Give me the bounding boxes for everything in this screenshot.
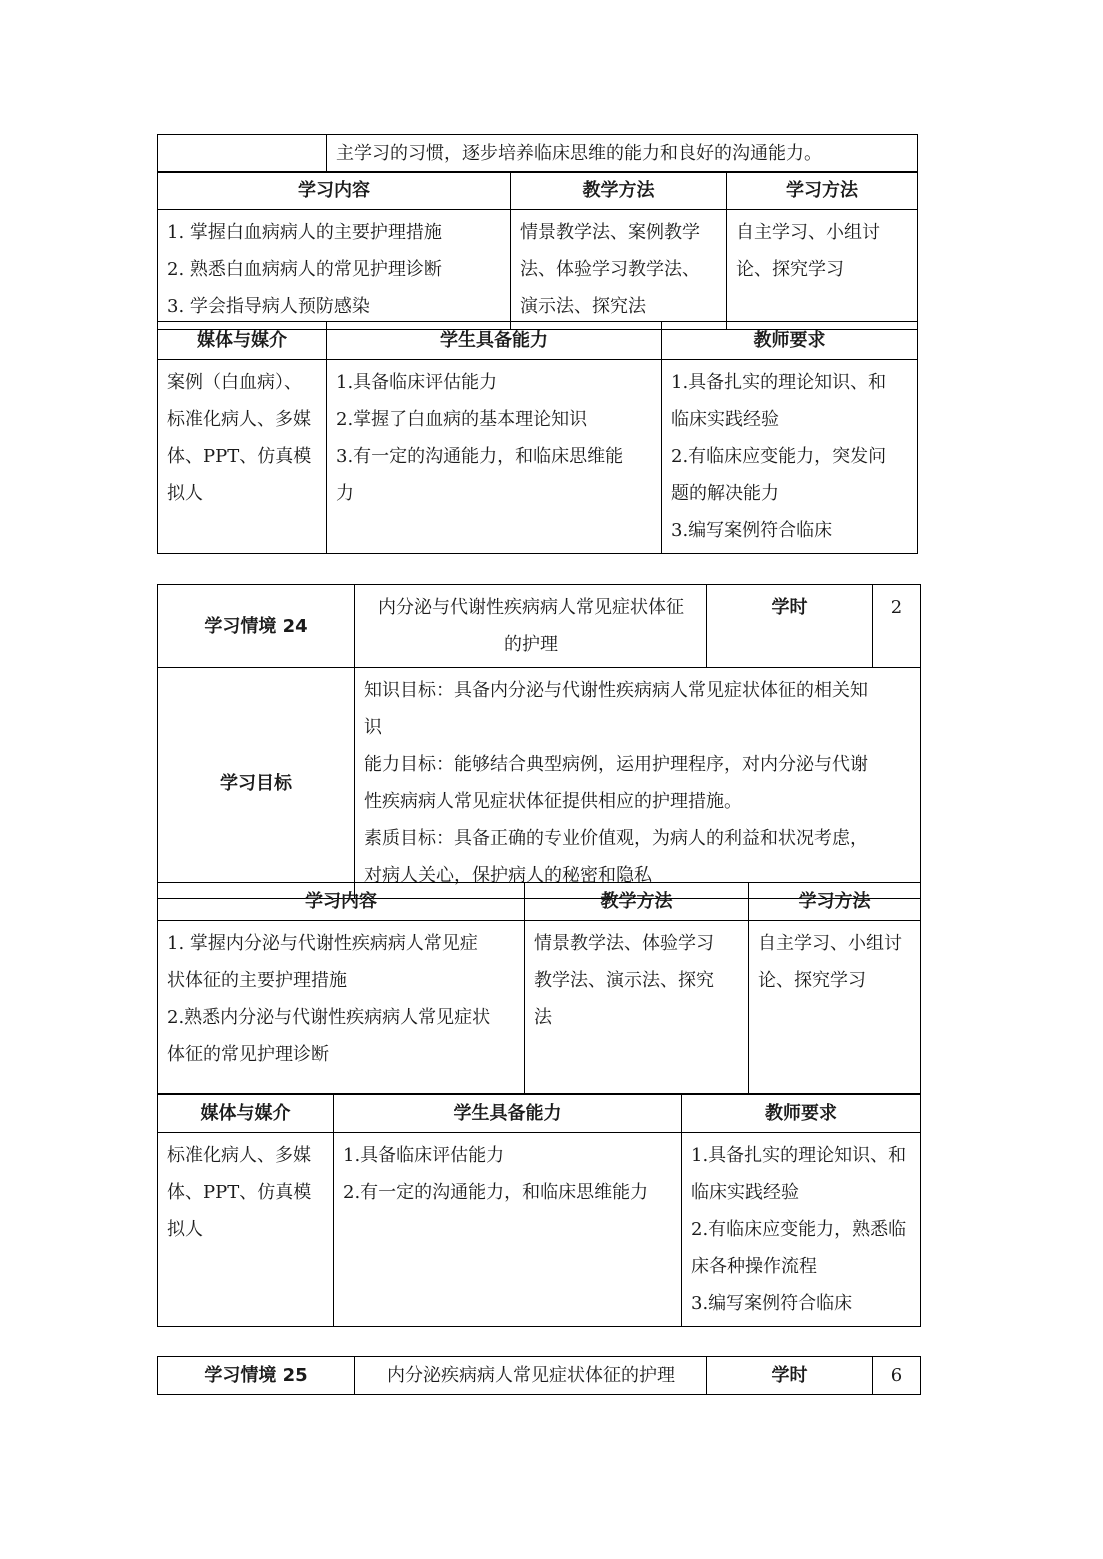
scenario-title-line: 内分泌与代谢性疾病病人常见症状体征 — [378, 597, 684, 618]
scenario-title-cell — [355, 585, 707, 668]
teaching-line: 演示法、探究法 — [520, 296, 646, 317]
teacher-line: 2.有临床应变能力，熟悉临 — [691, 1219, 907, 1240]
teaching-method-header: 教学方法 — [511, 172, 727, 210]
ability-line: 1.具备临床评估能力 — [343, 1145, 505, 1166]
teaching-method-cell — [525, 921, 749, 1094]
learning-method-cell — [727, 210, 918, 330]
ability-line: 2.掌握了白血病的基本理论知识 — [336, 409, 588, 430]
objective-line: 对病人关心，保护病人的秘密和隐私 — [364, 865, 652, 886]
teacher-line: 题的解决能力 — [671, 483, 779, 504]
scenario-25-header-table — [157, 1356, 921, 1395]
learning-content-header: 学习内容 — [158, 172, 511, 210]
learning-content-cell — [158, 921, 525, 1094]
scenario-23-continuation-table — [157, 134, 918, 173]
teaching-method-cell — [511, 210, 727, 330]
media-line: 标准化病人、多媒 — [167, 409, 311, 430]
hours-value: 2 — [873, 585, 921, 668]
hours-value: 6 — [873, 1357, 921, 1395]
abilities-header: 学生具备能力 — [334, 1095, 682, 1133]
scenario-label: 学习情境 25 — [158, 1357, 355, 1395]
abilities-header: 学生具备能力 — [327, 322, 662, 360]
scenario-24-methods-table — [157, 882, 921, 1094]
learning-line: 论、探究学习 — [736, 259, 844, 280]
teacher-requirements-header: 教师要求 — [662, 322, 918, 360]
scenario-23-methods-table — [157, 171, 918, 330]
ability-line: 3.有一定的沟通能力，和临床思维能 — [336, 446, 624, 467]
teacher-line: 临床实践经验 — [671, 409, 779, 430]
teaching-line: 教学法、演示法、探究 — [534, 970, 714, 991]
hours-label: 学时 — [707, 1357, 873, 1395]
media-line: 体、PPT、仿真模 — [167, 446, 312, 467]
content-line: 2. 熟悉白血病病人的常见护理诊断 — [167, 259, 442, 280]
teacher-line: 床各种操作流程 — [691, 1256, 817, 1277]
content-line: 体征的常见护理诊断 — [167, 1044, 329, 1065]
learning-method-header: 学习方法 — [749, 883, 921, 921]
media-header: 媒体与媒介 — [158, 322, 327, 360]
scenario-label: 学习情境 24 — [158, 585, 355, 668]
content-line: 1. 掌握内分泌与代谢性疾病病人常见症 — [167, 933, 478, 954]
objectives-cell — [355, 668, 921, 899]
teacher-requirements-cell — [682, 1133, 921, 1327]
objective-line: 知识目标：具备内分泌与代谢性疾病病人常见症状体征的相关知 — [364, 680, 868, 701]
teacher-line: 临床实践经验 — [691, 1182, 799, 1203]
abilities-cell — [334, 1133, 682, 1327]
teacher-line: 1.具备扎实的理论知识、和 — [671, 372, 887, 393]
objectives-label: 学习目标 — [158, 668, 355, 899]
media-cell — [158, 360, 327, 554]
teacher-line: 2.有临床应变能力，突发问 — [671, 446, 887, 467]
scenario-23-media-table — [157, 321, 918, 554]
abilities-cell — [327, 360, 662, 554]
learning-content-header: 学习内容 — [158, 883, 525, 921]
media-line: 标准化病人、多媒 — [167, 1145, 311, 1166]
hours-label: 学时 — [707, 585, 873, 668]
teacher-line: 3.编写案例符合临床 — [691, 1293, 853, 1314]
ability-line: 1.具备临床评估能力 — [336, 372, 498, 393]
blank-label-cell — [158, 135, 327, 173]
ability-line: 力 — [336, 483, 354, 504]
content-line: 2.熟悉内分泌与代谢性疾病病人常见症状 — [167, 1007, 491, 1028]
teaching-line: 情景教学法、体验学习 — [534, 933, 714, 954]
media-line: 拟人 — [167, 1219, 203, 1240]
media-line: 案例（白血病）、 — [167, 372, 302, 393]
learning-content-cell — [158, 210, 511, 330]
media-line: 拟人 — [167, 483, 203, 504]
teacher-line: 1.具备扎实的理论知识、和 — [691, 1145, 907, 1166]
learning-line: 自主学习、小组讨 — [758, 933, 902, 954]
scenario-24-header-table — [157, 584, 921, 899]
teacher-requirements-cell — [662, 360, 918, 554]
teaching-line: 法 — [534, 1007, 552, 1028]
objective-continuation-text: 主学习的习惯，逐步培养临床思维的能力和良好的沟通能力。 — [336, 142, 822, 164]
teaching-line: 情景教学法、案例教学 — [520, 222, 700, 243]
content-line: 状体征的主要护理措施 — [167, 970, 347, 991]
teacher-requirements-header: 教师要求 — [682, 1095, 921, 1133]
objective-line: 性疾病病人常见症状体征提供相应的护理措施。 — [364, 791, 742, 812]
media-line: 体、PPT、仿真模 — [167, 1182, 312, 1203]
ability-line: 2.有一定的沟通能力，和临床思维能力 — [343, 1182, 649, 1203]
content-line: 1. 掌握白血病病人的主要护理措施 — [167, 222, 442, 243]
scenario-title-line: 的护理 — [504, 634, 558, 655]
objective-line: 能力目标：能够结合典型病例，运用护理程序，对内分泌与代谢 — [364, 754, 868, 775]
teaching-line: 法、体验学习教学法、 — [520, 259, 700, 280]
scenario-title: 内分泌疾病病人常见症状体征的护理 — [355, 1357, 707, 1395]
objective-line: 素质目标：具备正确的专业价值观，为病人的利益和状况考虑， — [364, 828, 868, 849]
teaching-method-header: 教学方法 — [525, 883, 749, 921]
objective-line: 识 — [364, 717, 382, 738]
learning-method-header: 学习方法 — [727, 172, 918, 210]
learning-line: 论、探究学习 — [758, 970, 866, 991]
media-cell — [158, 1133, 334, 1327]
learning-method-cell — [749, 921, 921, 1094]
scenario-24-media-table — [157, 1094, 921, 1327]
learning-line: 自主学习、小组讨 — [736, 222, 880, 243]
teacher-line: 3.编写案例符合临床 — [671, 520, 833, 541]
media-header: 媒体与媒介 — [158, 1095, 334, 1133]
content-line: 3. 学会指导病人预防感染 — [167, 296, 370, 317]
